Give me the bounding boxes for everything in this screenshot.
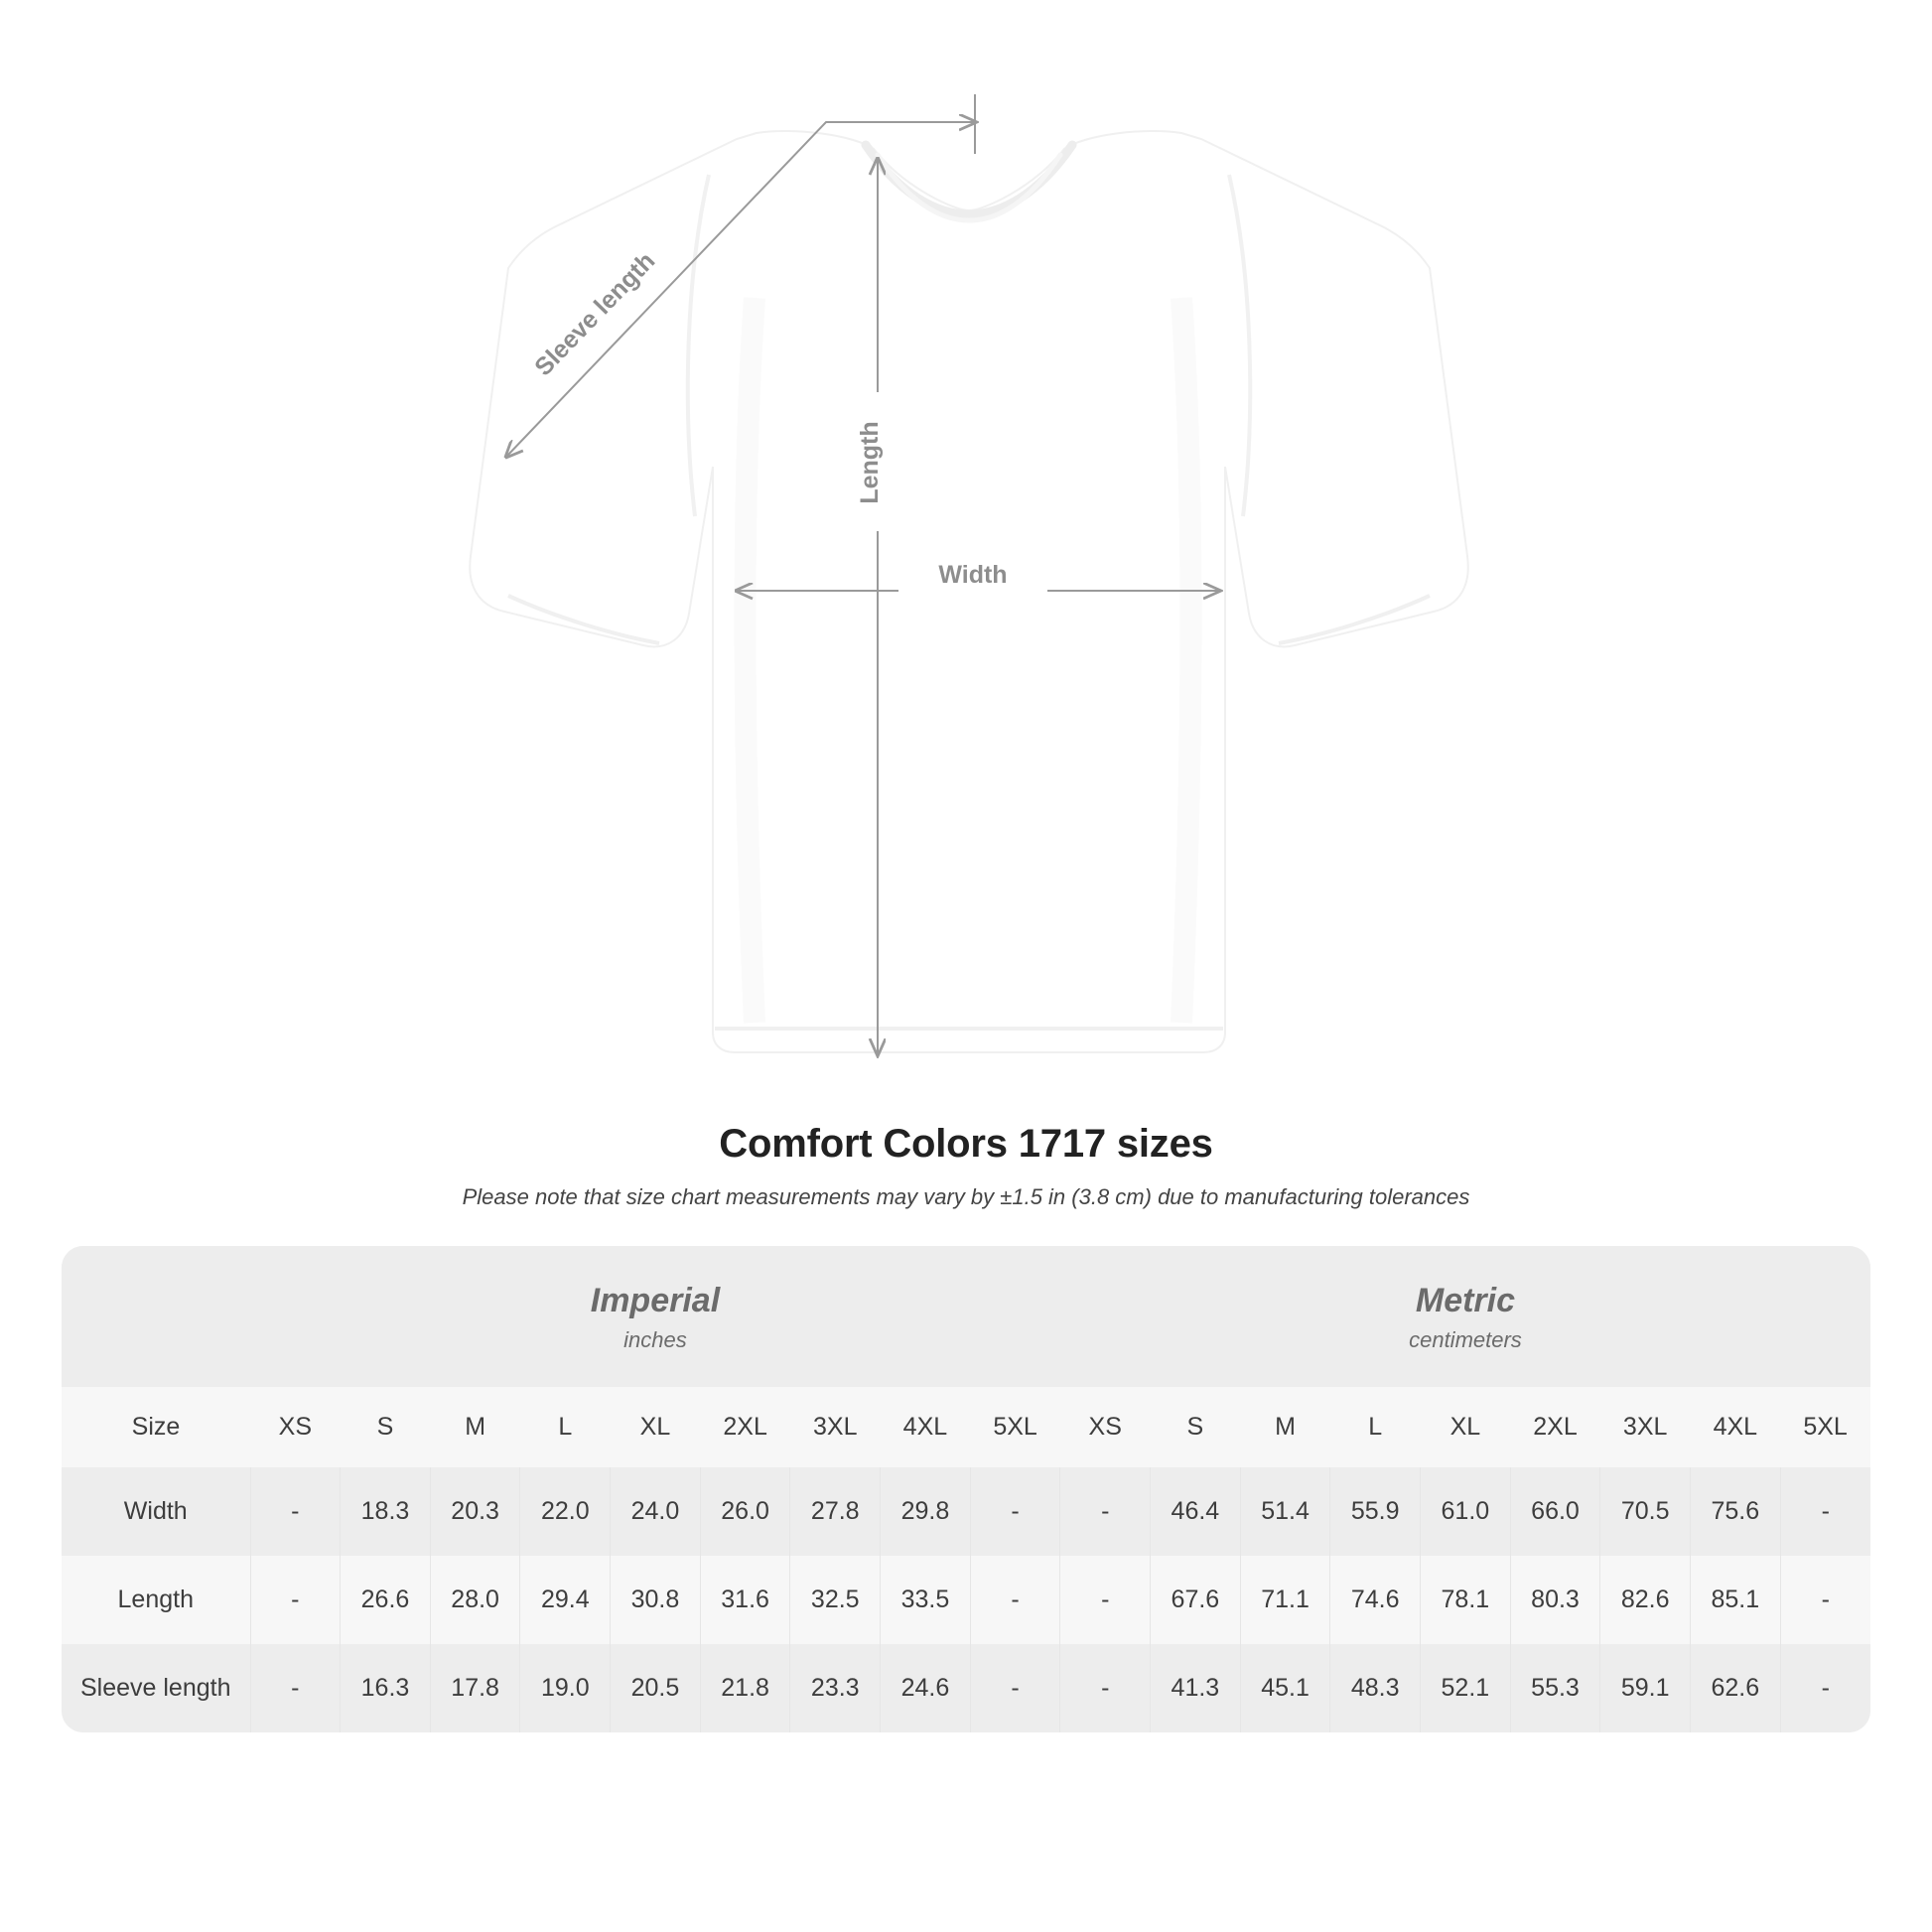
cell: 59.1	[1600, 1644, 1691, 1732]
size-header-imperial-xl: XL	[611, 1387, 701, 1467]
cell: -	[250, 1556, 341, 1644]
size-header-metric-l: L	[1330, 1387, 1421, 1467]
cell: 26.6	[341, 1556, 431, 1644]
cell: 45.1	[1240, 1644, 1330, 1732]
size-table-container	[62, 1246, 1870, 1732]
cell: -	[250, 1644, 341, 1732]
unit-header-metric	[1060, 1246, 1870, 1387]
cell: 18.3	[341, 1467, 431, 1556]
cell: -	[970, 1556, 1060, 1644]
cell: -	[1060, 1556, 1151, 1644]
unit-name-metric: Metric	[1415, 1282, 1516, 1319]
cell: -	[250, 1467, 341, 1556]
cell: 22.0	[520, 1467, 611, 1556]
row-label-sleeve-length: Sleeve length	[62, 1644, 250, 1732]
row-label-width: Width	[62, 1467, 250, 1556]
size-header-imperial-l: L	[520, 1387, 611, 1467]
size-header-label: Size	[62, 1387, 250, 1467]
label-width: Width	[938, 561, 1008, 589]
unit-name-imperial: Imperial	[590, 1282, 721, 1319]
tolerance-note: Please note that size chart measurements may vary by ±1.5 in (3.8 cm) due to manufacturing tolerances	[462, 1184, 1470, 1209]
cell: 80.3	[1510, 1556, 1600, 1644]
label-length: Length	[856, 421, 884, 504]
label-sleeve-length: Sleeve length	[529, 246, 661, 382]
table-row	[62, 1644, 1870, 1732]
cell: 70.5	[1600, 1467, 1691, 1556]
cell: 24.0	[611, 1467, 701, 1556]
cell: 61.0	[1421, 1467, 1511, 1556]
size-header-imperial-4xl: 4XL	[881, 1387, 971, 1467]
table-row	[62, 1556, 1870, 1644]
cell: 16.3	[341, 1644, 431, 1732]
cell: 24.6	[881, 1644, 971, 1732]
cell: -	[1060, 1644, 1151, 1732]
size-header-metric-3xl: 3XL	[1600, 1387, 1691, 1467]
cell: 29.4	[520, 1556, 611, 1644]
cell: 31.6	[700, 1556, 790, 1644]
cell: 19.0	[520, 1644, 611, 1732]
cell: -	[1060, 1467, 1151, 1556]
cell: 28.0	[430, 1556, 520, 1644]
cell: 62.6	[1691, 1644, 1781, 1732]
size-header-metric-xs: XS	[1060, 1387, 1151, 1467]
cell: 32.5	[790, 1556, 881, 1644]
cell: 29.8	[881, 1467, 971, 1556]
size-header-metric-xl: XL	[1421, 1387, 1511, 1467]
cell: 85.1	[1691, 1556, 1781, 1644]
unit-sub-metric: centimeters	[1409, 1326, 1522, 1352]
size-header-metric-5xl: 5XL	[1780, 1387, 1870, 1467]
unit-header-imperial	[250, 1246, 1060, 1387]
cell: 27.8	[790, 1467, 881, 1556]
size-header-imperial-m: M	[430, 1387, 520, 1467]
cell: 75.6	[1691, 1467, 1781, 1556]
size-header-imperial-5xl: 5XL	[970, 1387, 1060, 1467]
size-header-metric-4xl: 4XL	[1691, 1387, 1781, 1467]
size-header-imperial-xs: XS	[250, 1387, 341, 1467]
size-header-imperial-s: S	[341, 1387, 431, 1467]
cell: 55.3	[1510, 1644, 1600, 1732]
cell: 21.8	[700, 1644, 790, 1732]
size-header-metric-2xl: 2XL	[1510, 1387, 1600, 1467]
cell: -	[970, 1644, 1060, 1732]
cell: -	[970, 1467, 1060, 1556]
cell: -	[1780, 1644, 1870, 1732]
unit-header-row	[62, 1246, 1870, 1387]
cell: 78.1	[1421, 1556, 1511, 1644]
cell: 20.3	[430, 1467, 520, 1556]
cell: 55.9	[1330, 1467, 1421, 1556]
size-header-metric-m: M	[1240, 1387, 1330, 1467]
cell: 67.6	[1151, 1556, 1241, 1644]
cell: -	[1780, 1556, 1870, 1644]
size-header-metric-s: S	[1151, 1387, 1241, 1467]
cell: 23.3	[790, 1644, 881, 1732]
unit-sub-imperial: inches	[623, 1326, 687, 1352]
cell: -	[1780, 1467, 1870, 1556]
cell: 52.1	[1421, 1644, 1511, 1732]
size-header-imperial-3xl: 3XL	[790, 1387, 881, 1467]
cell: 82.6	[1600, 1556, 1691, 1644]
cell: 48.3	[1330, 1644, 1421, 1732]
cell: 33.5	[881, 1556, 971, 1644]
table-row	[62, 1467, 1870, 1556]
cell: 26.0	[700, 1467, 790, 1556]
cell: 74.6	[1330, 1556, 1421, 1644]
cell: 71.1	[1240, 1556, 1330, 1644]
cell: 17.8	[430, 1644, 520, 1732]
cell: 41.3	[1151, 1644, 1241, 1732]
row-label-length: Length	[62, 1556, 250, 1644]
size-header-row	[62, 1387, 1870, 1467]
cell: 30.8	[611, 1556, 701, 1644]
cell: 46.4	[1151, 1467, 1241, 1556]
page-title: Comfort Colors 1717 sizes	[719, 1122, 1213, 1166]
unit-header-spacer	[62, 1246, 250, 1387]
cell: 51.4	[1240, 1467, 1330, 1556]
title-block	[0, 1122, 1932, 1210]
size-header-imperial-2xl: 2XL	[700, 1387, 790, 1467]
cell: 66.0	[1510, 1467, 1600, 1556]
size-table	[62, 1246, 1870, 1732]
cell: 20.5	[611, 1644, 701, 1732]
